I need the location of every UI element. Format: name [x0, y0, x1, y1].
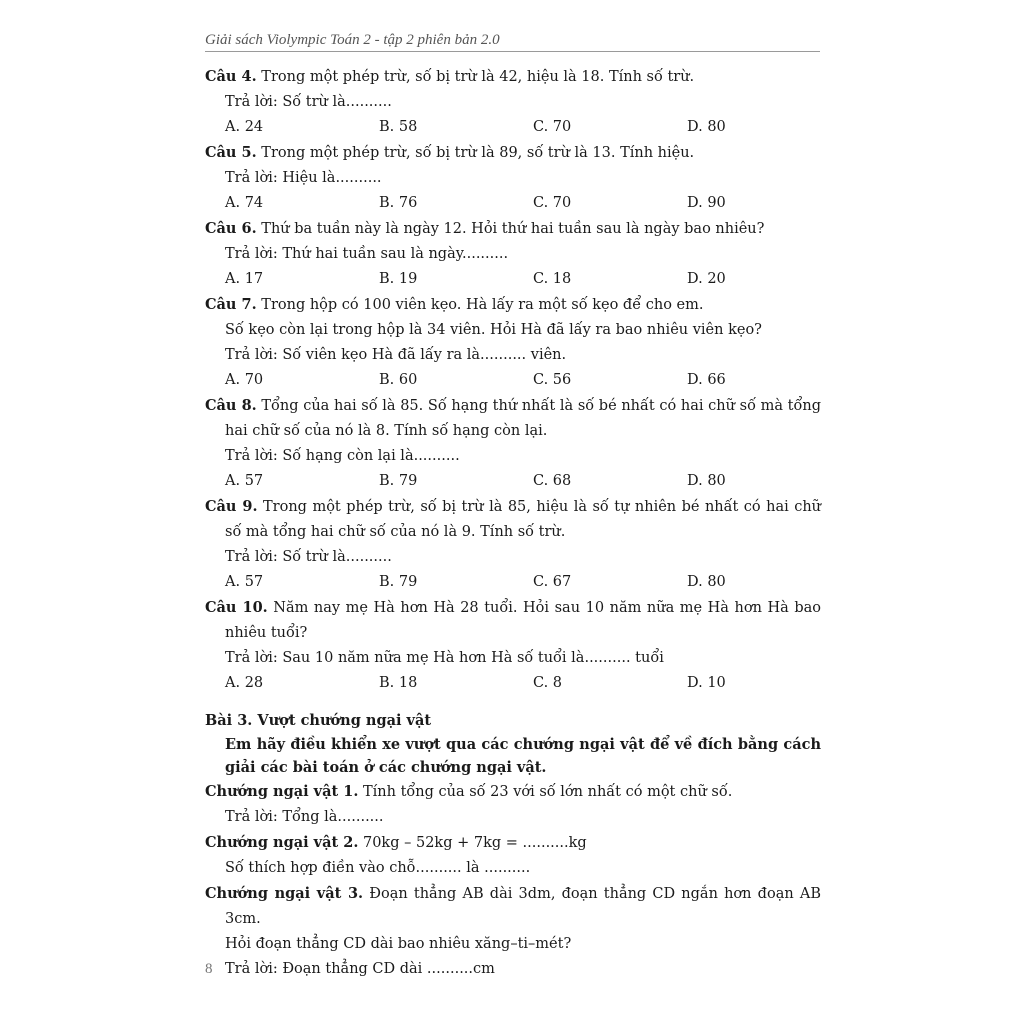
question-label: Câu 5. [205, 144, 257, 161]
question-5 [205, 140, 821, 216]
obstacle-text-continued: Hỏi đoạn thẳng CD dài bao nhiêu xăng–ti–mét? [225, 936, 572, 952]
option-b: B. 79 [379, 574, 418, 590]
option-c: C. 68 [533, 473, 572, 489]
obstacle-text: Chướng ngại vật 2. 70kg – 52kg + 7kg = ..........kg [205, 834, 587, 851]
question-label: Câu 7. [205, 296, 257, 313]
obstacle-2 [205, 830, 821, 881]
question-text: Câu 7. Trong hộp có 100 viên kẹo. Hà lấy ra một số kẹo để cho em. [205, 296, 704, 313]
option-b: B. 58 [379, 119, 418, 135]
obstacle-text: Chướng ngại vật 1. Tính tổng của số 23 với số lớn nhất có một chữ số. [205, 783, 733, 800]
question-text: Câu 6. Thứ ba tuần này là ngày 12. Hỏi thứ hai tuần sau là ngày bao nhiêu? [205, 220, 765, 237]
question-text: Câu 8. Tổng của hai số là 85. Số hạng thứ nhất là số bé nhất có hai chữ số mà tổng hai chữ số của nó là 8. Tính số hạng còn lại. [205, 397, 821, 439]
question-label: Câu 6. [205, 220, 257, 237]
answer-line: Số thích hợp điền vào chỗ.......... là .......... [225, 860, 531, 876]
question-7 [205, 292, 821, 393]
option-b: B. 76 [379, 195, 418, 211]
option-d: D. 80 [687, 119, 726, 135]
page-content [205, 64, 821, 982]
option-b: B. 19 [379, 271, 418, 287]
question-9 [205, 494, 821, 595]
options-row [205, 115, 821, 140]
question-8 [205, 393, 821, 494]
obstacle-1 [205, 779, 821, 830]
options-row [205, 267, 821, 292]
option-a: A. 57 [225, 473, 264, 489]
question-text: Câu 10. Năm nay mẹ Hà hơn Hà 28 tuổi. Hỏi sau 10 năm nữa mẹ Hà hơn Hà bao nhiêu tuổi? [205, 599, 821, 641]
options-row [205, 368, 821, 393]
option-a: A. 28 [225, 675, 264, 691]
option-d: D. 10 [687, 675, 726, 691]
obstacle-3 [205, 881, 821, 982]
answer-line: Trả lời: Số hạng còn lại là.......... [225, 448, 460, 464]
running-header: Giải sách Violympic Toán 2 - tập 2 phiên bản 2.0 [205, 32, 820, 52]
option-d: D. 90 [687, 195, 726, 211]
answer-line: Trả lời: Tổng là.......... [225, 809, 384, 825]
answer-line: Trả lời: Sau 10 năm nữa mẹ Hà hơn Hà số tuổi là.......... tuổi [225, 650, 664, 666]
section-instruction: Em hãy điều khiển xe vượt qua các chướng ngại vật để về đích bằng cách giải các bài toán ở các chướng ngại vật. [225, 736, 821, 776]
section-title: Bài 3. Vượt chướng ngại vật [205, 712, 432, 729]
option-a: A. 17 [225, 271, 264, 287]
option-b: B. 60 [379, 372, 418, 388]
option-d: D. 80 [687, 574, 726, 590]
answer-line: Trả lời: Đoạn thẳng CD dài ..........cm [225, 961, 495, 977]
question-label: Câu 4. [205, 68, 257, 85]
options-row [205, 570, 821, 595]
answer-line: Trả lời: Hiệu là.......... [225, 170, 382, 186]
options-row [205, 191, 821, 216]
option-a: A. 24 [225, 119, 264, 135]
page-number: 8 [205, 961, 213, 977]
options-row [205, 671, 821, 696]
option-c: C. 70 [533, 119, 572, 135]
options-row [205, 469, 821, 494]
question-text: Câu 9. Trong một phép trừ, số bị trừ là 85, hiệu là số tự nhiên bé nhất có hai chữ số mà tổng hai chữ số của nó là 9. Tính số trừ. [205, 498, 822, 540]
question-text: Câu 5. Trong một phép trừ, số bị trừ là 89, số trừ là 13. Tính hiệu. [205, 144, 695, 161]
obstacle-label: Chướng ngại vật 3. [205, 885, 364, 902]
answer-line: Trả lời: Số trừ là.......... [225, 94, 392, 110]
question-text-continued: Số kẹo còn lại trong hộp là 34 viên. Hỏi Hà đã lấy ra bao nhiêu viên kẹo? [225, 322, 762, 338]
answer-line: Trả lời: Thứ hai tuần sau là ngày.......... [225, 246, 509, 262]
question-10 [205, 595, 821, 696]
option-c: C. 67 [533, 574, 572, 590]
answer-line: Trả lời: Số viên kẹo Hà đã lấy ra là.......... viên. [225, 347, 567, 363]
option-d: D. 66 [687, 372, 726, 388]
option-c: C. 70 [533, 195, 572, 211]
option-c: C. 18 [533, 271, 572, 287]
obstacle-text: Chướng ngại vật 3. Đoạn thẳng AB dài 3dm, đoạn thẳng CD ngắn hơn đoạn AB 3cm. [205, 885, 821, 927]
question-label: Câu 8. [205, 397, 257, 414]
question-label: Câu 10. [205, 599, 268, 616]
option-c: C. 56 [533, 372, 572, 388]
option-b: B. 79 [379, 473, 418, 489]
option-d: D. 80 [687, 473, 726, 489]
option-a: A. 70 [225, 372, 264, 388]
question-6 [205, 216, 821, 292]
question-text: Câu 4. Trong một phép trừ, số bị trừ là 42, hiệu là 18. Tính số trừ. [205, 68, 695, 85]
option-a: A. 57 [225, 574, 264, 590]
option-b: B. 18 [379, 675, 418, 691]
option-d: D. 20 [687, 271, 726, 287]
obstacle-label: Chướng ngại vật 1. [205, 783, 359, 800]
obstacle-label: Chướng ngại vật 2. [205, 834, 359, 851]
question-4 [205, 64, 821, 140]
question-label: Câu 9. [205, 498, 258, 515]
option-a: A. 74 [225, 195, 264, 211]
option-c: C. 8 [533, 675, 563, 691]
answer-line: Trả lời: Số trừ là.......... [225, 549, 392, 565]
